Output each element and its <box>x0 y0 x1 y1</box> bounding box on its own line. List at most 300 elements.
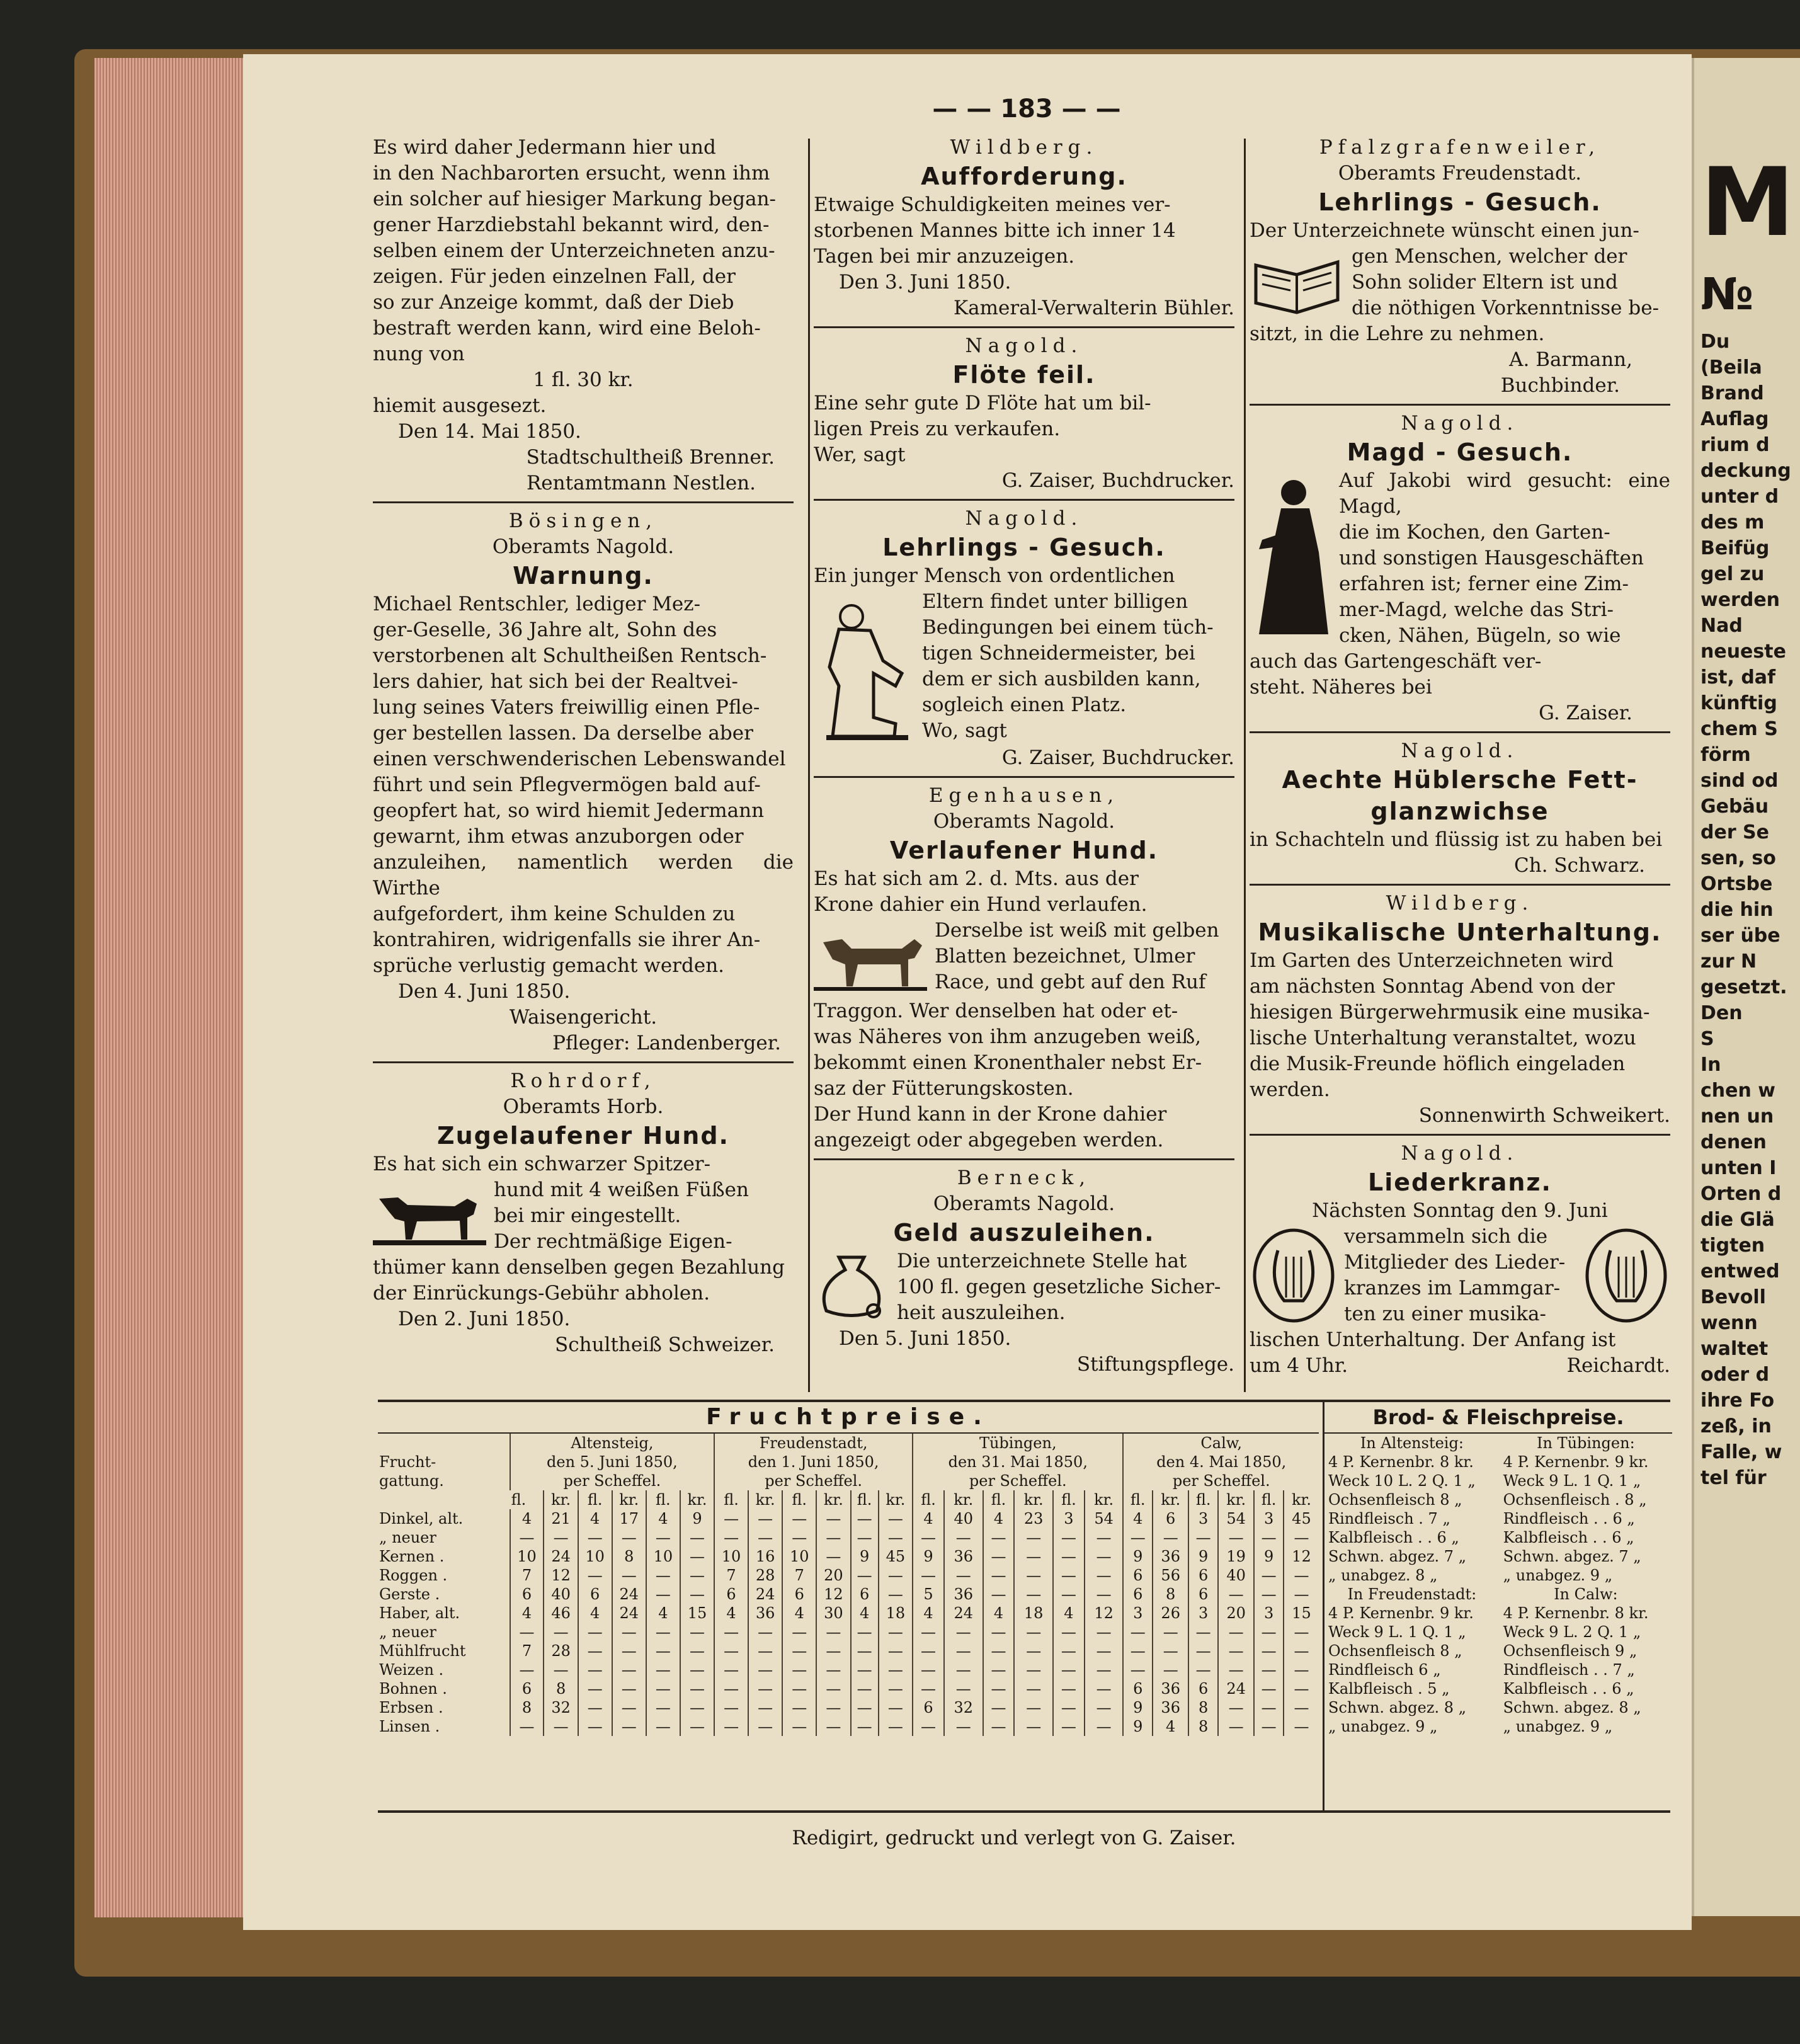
text-line: was Näheres von ihm anzugeben weiß, <box>814 1025 1202 1048</box>
price-cell: — <box>748 1698 782 1717</box>
ad-date: Den 14. Mai 1850. <box>398 420 581 443</box>
text-line: ligen Preis zu verkaufen. <box>814 418 1061 440</box>
price-cell: 3 <box>1254 1509 1284 1528</box>
price-cell: — <box>1254 1641 1284 1660</box>
price-cell: — <box>1085 1641 1124 1660</box>
table-title: Brod- & Fleischpreise. <box>1324 1402 1672 1434</box>
price-cell: 3 <box>1053 1509 1085 1528</box>
price-cell: 21 <box>544 1509 578 1528</box>
text-line: die nöthigen Vorkenntnisse be- <box>1352 297 1660 319</box>
next-page-line: Du <box>1700 331 1730 353</box>
price-cell: — <box>612 1660 646 1679</box>
price-cell: — <box>748 1623 782 1641</box>
ad-heading: Flöte feil. <box>952 361 1096 389</box>
price-cell: 3 <box>1123 1604 1153 1623</box>
price-cell: 8 <box>612 1547 646 1566</box>
ad-body <box>814 866 1234 918</box>
price-cell: — <box>612 1698 646 1717</box>
tailor-illustration <box>814 591 914 743</box>
text-line: versammeln sich die <box>1344 1225 1548 1248</box>
next-page-line: tel für <box>1700 1467 1767 1489</box>
price-cell: 36 <box>944 1585 983 1604</box>
ad-place: Nagold. <box>965 507 1083 530</box>
ad-aufforderung <box>814 135 1234 321</box>
price-cell: — <box>646 1566 680 1585</box>
price-cell: — <box>1053 1679 1085 1698</box>
text-line: sogleich einen Platz. <box>922 694 1127 716</box>
price-cell: — <box>1085 1585 1124 1604</box>
grain-name: Kernen . <box>379 1548 445 1565</box>
price-cell: — <box>1284 1660 1319 1679</box>
price-cell: 6 <box>1123 1679 1153 1698</box>
ad-heading: Verlaufener Hund. <box>889 836 1159 864</box>
price-cell: — <box>1254 1623 1284 1641</box>
price-cell: — <box>510 1528 544 1547</box>
price-cell: 9 <box>1123 1698 1153 1717</box>
price-cell: — <box>816 1509 850 1528</box>
price-cell: — <box>879 1717 913 1736</box>
price-cell: 10 <box>782 1547 816 1566</box>
price-cell: — <box>816 1717 850 1736</box>
price-cell: 4 <box>646 1604 680 1623</box>
text-line: die Musik-Freunde höflich eingeladen <box>1250 1053 1626 1075</box>
text-line: gener Harzdiebstahl bekannt wird, den- <box>373 214 770 236</box>
text-line: saz der Fütterungskosten. <box>814 1077 1074 1100</box>
ad-divider <box>1250 1134 1670 1136</box>
price-cell: 15 <box>680 1604 714 1623</box>
lyre-emblem-illustration <box>1250 1225 1338 1326</box>
price-cell: 8 <box>510 1698 544 1717</box>
text-line: heit auszuleihen. <box>897 1301 1066 1324</box>
text-line: storbenen Mannes bitte ich inner 14 <box>814 219 1176 242</box>
price-cell: 24 <box>944 1604 983 1623</box>
next-page-line: ist, daf <box>1700 666 1776 688</box>
price-cell: Kalbfleisch . . 6 „ <box>1503 1680 1634 1698</box>
price-cell: 19 <box>1218 1547 1254 1566</box>
text-line: aufgefordert, ihm keine Schulden zu <box>373 903 736 925</box>
table-row <box>378 1679 1319 1698</box>
market-unit: per Scheffel. <box>969 1472 1067 1490</box>
price-cell: 8 <box>544 1679 578 1698</box>
price-cell: — <box>816 1660 850 1679</box>
price-cell: Kalbfleisch . . 6 „ <box>1503 1529 1634 1546</box>
grain-name: „ neuer <box>379 1529 436 1546</box>
ad-office: Oberamts Nagold. <box>933 810 1115 833</box>
price-cell: 10 <box>578 1547 612 1566</box>
price-cell: 5 <box>913 1585 944 1604</box>
price-cell: — <box>714 1641 748 1660</box>
price-cell: — <box>944 1623 983 1641</box>
price-cell: — <box>612 1717 646 1736</box>
price-cell: 17 <box>612 1509 646 1528</box>
price-cell: 24 <box>612 1585 646 1604</box>
text-line: Der Hund kann in der Krone dahier <box>814 1103 1167 1126</box>
book-illustration <box>1250 246 1344 316</box>
table-row <box>1324 1585 1672 1604</box>
price-cell: — <box>1123 1660 1153 1679</box>
text-line: Etwaige Schuldigkeiten meines ver- <box>814 193 1171 216</box>
price-cell: Weck 10 L. 2 Q. 1 „ <box>1328 1472 1476 1490</box>
price-cell: 4 P. Kernenbr. 9 kr. <box>1328 1604 1474 1622</box>
price-cell: „ unabgez. 9 „ <box>1328 1718 1438 1735</box>
ad-signature: G. Zaiser. <box>1539 702 1632 724</box>
price-cell: — <box>816 1623 850 1641</box>
price-cell: 12 <box>1085 1604 1124 1623</box>
price-cell: — <box>646 1660 680 1679</box>
price-cell: — <box>1014 1528 1053 1547</box>
text-line: ger bestellen lassen. Da derselbe aber <box>373 722 753 745</box>
price-cell: — <box>748 1528 782 1547</box>
ad-office: Oberamts Horb. <box>503 1095 664 1118</box>
grain-name: Linsen . <box>379 1718 440 1735</box>
price-cell: 36 <box>1153 1679 1188 1698</box>
ad-text: sitzt, in die Lehre zu nehmen. <box>1250 323 1545 345</box>
market-unit: per Scheffel. <box>1172 1472 1270 1490</box>
table-row <box>1324 1623 1672 1641</box>
ad-heading: Zugelaufener Hund. <box>437 1122 729 1150</box>
price-cell: — <box>1014 1717 1053 1736</box>
price-cell: 45 <box>879 1547 913 1566</box>
market-name: Calw, <box>1200 1434 1243 1452</box>
column-1 <box>373 135 794 1358</box>
next-page-line: Falle, w <box>1700 1441 1782 1463</box>
table-row <box>378 1717 1319 1736</box>
price-cell: — <box>646 1585 680 1604</box>
table-row <box>1324 1566 1672 1585</box>
ad-divider <box>1250 731 1670 733</box>
price-cell: 4 <box>510 1604 544 1623</box>
text-line: Es hat sich am 2. d. Mts. aus der <box>814 867 1139 890</box>
reward-amount: 1 fl. 30 kr. <box>533 368 634 391</box>
price-cell: 24 <box>612 1604 646 1623</box>
price-cell: — <box>510 1660 544 1679</box>
text-line: Krone dahier ein Hund verlaufen. <box>814 893 1148 916</box>
next-page-fragment <box>1692 58 1800 1916</box>
text-line: bekommt einen Kronenthaler nebst Er- <box>814 1051 1202 1074</box>
next-page-line: ihre Fo <box>1700 1390 1775 1412</box>
ad-office: Oberamts Nagold. <box>492 535 675 558</box>
next-page-line: denen <box>1700 1131 1767 1153</box>
price-cell: — <box>714 1509 748 1528</box>
ad-heading: Warnung. <box>513 562 654 590</box>
ad-signature: Rentamtmann Nestlen. <box>526 472 756 494</box>
ad-place: Nagold. <box>1401 739 1519 762</box>
table-row <box>1324 1698 1672 1717</box>
price-cell: 18 <box>879 1604 913 1623</box>
price-cell: — <box>944 1566 983 1585</box>
price-cell: 9 <box>1123 1547 1153 1566</box>
price-cell: — <box>1053 1641 1085 1660</box>
table-row <box>378 1566 1319 1585</box>
table-row <box>1324 1717 1672 1736</box>
price-cell: — <box>1153 1641 1188 1660</box>
price-cell: — <box>1254 1585 1284 1604</box>
next-page-line: S <box>1700 1028 1714 1050</box>
next-page-line: neueste <box>1700 641 1786 663</box>
price-cell: 4 <box>578 1509 612 1528</box>
price-cell: — <box>1053 1623 1085 1641</box>
price-cell: 10 <box>510 1547 544 1566</box>
price-cell: — <box>1153 1528 1188 1547</box>
table-row <box>1324 1528 1672 1547</box>
price-cell: „ unabgez. 9 „ <box>1503 1567 1613 1584</box>
next-page-line: Den <box>1700 1002 1743 1024</box>
price-cell: — <box>714 1623 748 1641</box>
table-row <box>378 1660 1319 1679</box>
price-cell: — <box>1014 1660 1053 1679</box>
column-3 <box>1250 135 1670 1379</box>
price-cell: 6 <box>714 1585 748 1604</box>
ad-date: Den 3. Juni 1850. <box>839 271 1011 294</box>
price-cell: — <box>1123 1528 1153 1547</box>
price-cell: 6 <box>913 1698 944 1717</box>
market-date: den 4. Mai 1850, <box>1156 1453 1287 1471</box>
price-cell: Schwn. abgez. 7 „ <box>1328 1548 1467 1565</box>
ad-signature: Stiftungspflege. <box>1076 1353 1234 1376</box>
price-cell: — <box>578 1566 612 1585</box>
ad-divider <box>373 501 794 503</box>
price-cell: — <box>544 1660 578 1679</box>
price-cell: Schwn. abgez. 8 „ <box>1503 1699 1641 1716</box>
price-cell: 4 <box>1153 1717 1188 1736</box>
price-cell: — <box>1085 1698 1124 1717</box>
price-cell: — <box>1218 1717 1254 1736</box>
grain-name: „ neuer <box>379 1623 436 1641</box>
price-cell: — <box>879 1698 913 1717</box>
table-row <box>378 1585 1319 1604</box>
text-line: Michael Rentschler, lediger Mez- <box>373 593 701 615</box>
price-cell: — <box>612 1641 646 1660</box>
ad-signature: Buchbinder. <box>1500 374 1620 397</box>
price-cell: Rindfleisch . . 7 „ <box>1503 1661 1635 1679</box>
text-line: Es wird daher Jedermann hier und <box>373 136 716 159</box>
price-cell: — <box>1153 1623 1188 1641</box>
price-cell: Weck 9 L. 2 Q. 1 „ <box>1503 1623 1641 1641</box>
ad-text: in Schachteln und flüssig ist zu haben bei <box>1250 828 1663 851</box>
price-cell: — <box>1254 1528 1284 1547</box>
next-page-line: Brand <box>1700 382 1764 404</box>
price-cell: 4 <box>510 1509 544 1528</box>
table-units-row <box>378 1490 1319 1509</box>
text-line: Bedingungen bei einem tüch- <box>922 616 1214 639</box>
table-row <box>378 1641 1319 1660</box>
price-cell: 4 <box>983 1509 1015 1528</box>
price-cell: — <box>1218 1641 1254 1660</box>
price-cell: — <box>1123 1641 1153 1660</box>
price-cell: In Calw: <box>1554 1585 1618 1603</box>
price-cell: — <box>510 1717 544 1736</box>
price-cell: — <box>1218 1623 1254 1641</box>
text-line: Wo, sagt <box>922 719 1007 742</box>
price-cell: — <box>748 1660 782 1679</box>
next-page-line: nen un <box>1700 1105 1774 1128</box>
price-cell: — <box>851 1698 879 1717</box>
price-cell: 8 <box>1188 1698 1218 1717</box>
unit-label: kr. <box>680 1490 714 1509</box>
unit-label: kr. <box>1014 1490 1053 1509</box>
price-cell: 6 <box>782 1585 816 1604</box>
price-cell: — <box>1053 1660 1085 1679</box>
price-cell: 4 <box>983 1604 1015 1623</box>
price-cell: — <box>612 1679 646 1698</box>
price-cell: — <box>851 1679 879 1698</box>
ad-liederkranz <box>1250 1141 1670 1379</box>
price-cell: 6 <box>1188 1679 1218 1698</box>
ad-signature: G. Zaiser, Buchdrucker. <box>1001 746 1234 769</box>
price-cell: 40 <box>944 1509 983 1528</box>
price-cell: — <box>646 1679 680 1698</box>
text-line: am nächsten Sonntag Abend von der <box>1250 975 1615 998</box>
text-line: cken, Nähen, Bügeln, so wie <box>1339 624 1621 647</box>
price-cell: 4 P. Kernenbr. 8 kr. <box>1328 1453 1474 1471</box>
text-line: nung von <box>373 343 465 365</box>
price-cell: — <box>1085 1547 1124 1566</box>
price-cell: — <box>578 1528 612 1547</box>
maid-illustration <box>1250 471 1331 641</box>
price-cell: — <box>1014 1623 1053 1641</box>
price-cell: — <box>944 1679 983 1698</box>
price-cell: 10 <box>646 1547 680 1566</box>
next-page-line: tigten <box>1700 1235 1765 1257</box>
unit-label: kr. <box>944 1490 983 1509</box>
price-cell: — <box>1284 1641 1319 1660</box>
price-cell: — <box>1254 1660 1284 1679</box>
next-page-line: Ortsbe <box>1700 873 1773 895</box>
text-line: Auf Jakobi wird gesucht: eine Magd, <box>1339 469 1670 518</box>
price-cell: — <box>782 1509 816 1528</box>
price-cell: 28 <box>748 1566 782 1585</box>
ad-signature: Reichardt. <box>1566 1354 1670 1377</box>
table-row <box>378 1509 1319 1528</box>
text-line: mer-Magd, welche das Stri- <box>1339 598 1614 621</box>
price-cell: — <box>1053 1717 1085 1736</box>
next-page-line: der Se <box>1700 821 1770 843</box>
market-date: den 5. Juni 1850, <box>547 1453 678 1471</box>
price-cell: 24 <box>748 1585 782 1604</box>
price-cell: 6 <box>1153 1509 1188 1528</box>
text-line: Eltern findet unter billigen <box>922 590 1188 613</box>
next-page-line: zur N <box>1700 951 1757 973</box>
price-cell: — <box>1053 1528 1085 1547</box>
text-line: Traggon. Wer denselben hat oder et- <box>814 1000 1178 1022</box>
unit-label: fl. <box>646 1490 680 1509</box>
grain-name: Roggen . <box>379 1567 448 1584</box>
price-cell: — <box>782 1698 816 1717</box>
price-cell: Rindfleisch . 7 „ <box>1328 1510 1450 1527</box>
ad-verlaufener-hund <box>814 783 1234 1153</box>
price-cell: — <box>879 1528 913 1547</box>
price-cell: — <box>1188 1528 1218 1547</box>
price-cell: 15 <box>1284 1604 1319 1623</box>
market-unit: per Scheffel. <box>765 1472 863 1490</box>
ad-zugelaufener-hund <box>373 1068 794 1358</box>
price-cell: — <box>714 1717 748 1736</box>
price-cell: — <box>1254 1679 1284 1698</box>
price-cell: — <box>646 1528 680 1547</box>
ad-signature: Sonnenwirth Schweikert. <box>1418 1104 1670 1127</box>
market-date: den 31. Mai 1850, <box>948 1453 1088 1471</box>
ad-place: Nagold. <box>1401 412 1519 435</box>
ad-lehrlings-gesuch-2 <box>1250 135 1670 399</box>
page-number: 183 <box>1000 94 1053 123</box>
unit-label: fl. <box>1123 1490 1153 1509</box>
price-cell: — <box>544 1528 578 1547</box>
price-cell: — <box>1188 1660 1218 1679</box>
price-cell: — <box>646 1623 680 1641</box>
price-cell: — <box>1284 1623 1319 1641</box>
price-cell: — <box>1053 1698 1085 1717</box>
unit-label: fl. <box>1254 1490 1284 1509</box>
ad-place: Wildberg. <box>950 136 1098 159</box>
price-cell: — <box>680 1698 714 1717</box>
price-cell: — <box>1014 1585 1053 1604</box>
table-row <box>1324 1641 1672 1660</box>
text-line: der Einrückungs-Gebühr abholen. <box>373 1282 710 1305</box>
price-cell: — <box>851 1528 879 1547</box>
price-cell: 6 <box>1123 1585 1153 1604</box>
price-cell: 12 <box>816 1585 850 1604</box>
text-line: sprüche verlustig gemacht werden. <box>373 954 725 977</box>
price-cell: 6 <box>510 1585 544 1604</box>
price-cell: 20 <box>1218 1604 1254 1623</box>
price-cell: 54 <box>1218 1509 1254 1528</box>
ad-heading: Aufforderung. <box>921 163 1127 190</box>
ad-magd-gesuch <box>1250 411 1670 726</box>
price-cell: 4 <box>578 1604 612 1623</box>
price-cell: 36 <box>748 1604 782 1623</box>
next-page-line: Auflag <box>1700 408 1769 430</box>
table-title: Fruchtpreise. <box>378 1402 1319 1434</box>
next-page-line: Beifüg <box>1700 537 1770 559</box>
price-cell: — <box>1014 1679 1053 1698</box>
price-cell: 16 <box>748 1547 782 1566</box>
price-cell: In Tübingen: <box>1537 1434 1635 1452</box>
text-line: lischen Unterhaltung. Der Anfang ist <box>1250 1328 1616 1351</box>
next-page-line: künftig <box>1700 692 1777 714</box>
text-line: verstorbenen alt Schultheißen Rentsch- <box>373 644 767 667</box>
fruchtpreise-table <box>378 1402 1319 1810</box>
ad-signature: Waisengericht. <box>509 1006 658 1029</box>
price-cell: 8 <box>1153 1585 1188 1604</box>
price-cell: 4 <box>851 1604 879 1623</box>
next-page-line: entwed <box>1700 1260 1780 1282</box>
price-cell: — <box>1218 1528 1254 1547</box>
price-cell: 9 <box>680 1509 714 1528</box>
ad-text: Es hat sich ein schwarzer Spitzer- <box>373 1153 711 1175</box>
money-bag-illustration <box>814 1251 889 1320</box>
ad-heading: Lehrlings - Gesuch. <box>1318 188 1602 216</box>
price-cell: — <box>578 1698 612 1717</box>
price-cell: Weck 9 L. 1 Q. 1 „ <box>1503 1472 1641 1490</box>
table-row <box>1324 1509 1672 1528</box>
price-cell: — <box>983 1585 1015 1604</box>
price-cell: — <box>983 1679 1015 1698</box>
ad-place: Wildberg. <box>1386 892 1534 915</box>
price-cell: — <box>748 1641 782 1660</box>
price-cell: 24 <box>544 1547 578 1566</box>
text-line: selben einem der Unterzeichneten anzu- <box>373 239 775 262</box>
price-cell: — <box>879 1660 913 1679</box>
text-line: anzuleihen, namentlich werden die Wirthe <box>373 851 794 899</box>
ad-divider <box>1250 404 1670 406</box>
price-cell: — <box>714 1528 748 1547</box>
next-page-line: deckung <box>1700 460 1791 482</box>
text-line: thümer kann denselben gegen Bezahlung <box>373 1256 785 1279</box>
price-cell: 8 <box>1188 1717 1218 1736</box>
price-cell: — <box>578 1660 612 1679</box>
next-page-line: gel zu <box>1700 563 1765 585</box>
unit-label: fl. <box>851 1490 879 1509</box>
